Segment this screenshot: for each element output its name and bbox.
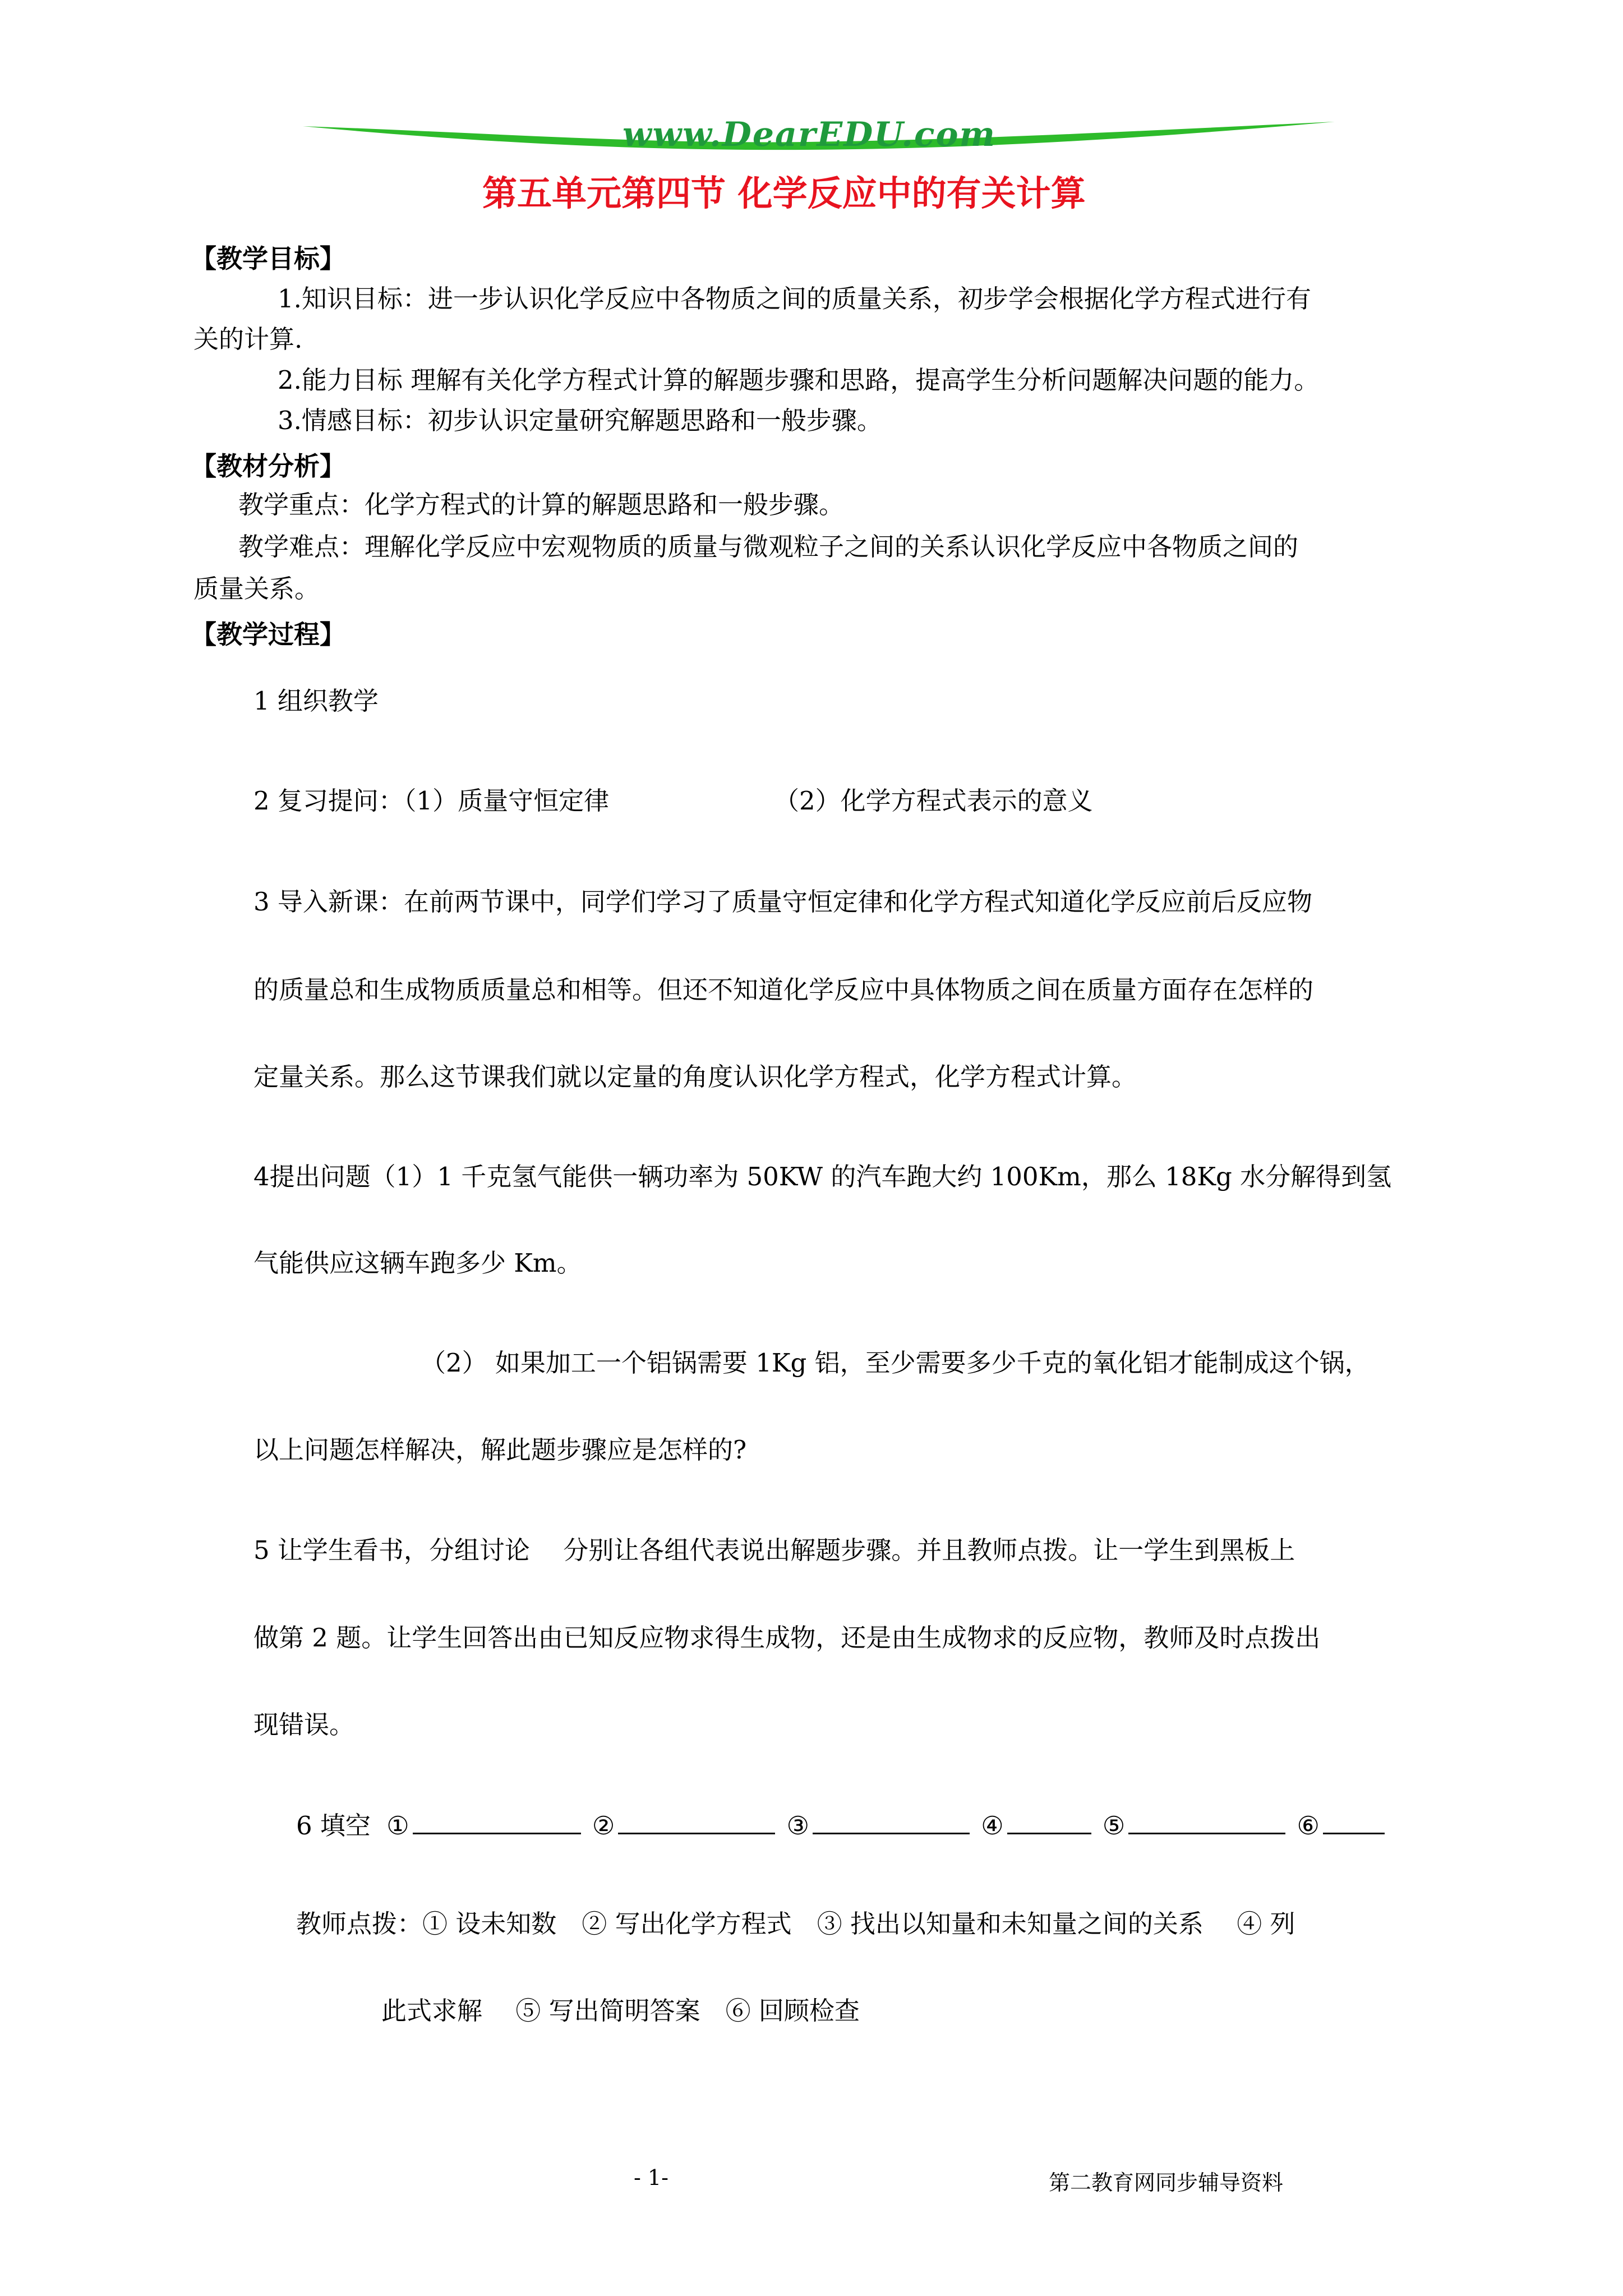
analysis-heading: 【教材分析】 (191, 451, 345, 481)
step-3-line2: 的质量总和生成物质质量总和相等。但还不知道化学反应中具体物质之间在质量方面存在怎样的 (253, 975, 1314, 1005)
teacher-hint-line2: 此式求解 ⑤ 写出简明答案 ⑥ 回顾检查 (381, 1996, 860, 2026)
blank-1 (413, 1808, 581, 1834)
step-4-line2: 气能供应这辆车跑多少 Km。 (253, 1248, 582, 1278)
blank-mark-6: ⑥ (1297, 1811, 1320, 1841)
blank-4 (1007, 1808, 1091, 1834)
page-title: 第五单元第四节 化学反应中的有关计算 (482, 173, 1086, 214)
step-3-line3: 定量关系。那么这节课我们就以定量的角度认识化学方程式，化学方程式计算。 (253, 1062, 1137, 1092)
difficult-point-line1: 教学难点：理解化学反应中宏观物质的质量与微观粒子之间的关系认识化学反应中各物质之间的 (238, 532, 1299, 562)
step-2-a: 2 复习提问：（1）质量守恒定律 (253, 786, 610, 816)
blank-3 (813, 1808, 970, 1834)
objective-1-line1: 1.知识目标：进一步认识化学反应中各物质之间的质量关系，初步学会根据化学方程式进行有 (278, 284, 1311, 314)
process-heading: 【教学过程】 (191, 619, 345, 650)
blank-6 (1323, 1808, 1385, 1834)
objective-3: 3.情感目标：初步认识定量研究解题思路和一般步骤。 (278, 406, 882, 435)
blank-5 (1128, 1808, 1285, 1834)
blank-mark-2: ② (592, 1811, 615, 1841)
step-2-b: （2）化学方程式表示的意义 (774, 786, 1093, 816)
step-4-line1: 4提出问题（1）1 千克氢气能供一辆功率为 50KW 的汽车跑大约 100Km，那么 18Kg 水分解得到氢 (253, 1162, 1392, 1191)
blank-2 (618, 1808, 775, 1834)
step-5-line3: 现错误。 (253, 1710, 355, 1740)
logo-text: www.DearEDU.com (623, 115, 997, 154)
difficult-point-line2: 质量关系。 (193, 574, 320, 604)
step-5-line1: 5 让学生看书，分组讨论 分别让各组代表说出解题步骤。并且教师点拨。让一学生到黑板上 (253, 1535, 1295, 1565)
step-4-line4: 以上问题怎样解决，解此题步骤应是怎样的? (253, 1435, 747, 1465)
step-5-line2: 做第 2 题。让学生回答出由已知反应物求得生成物，还是由生成物求的反应物，教师及时点拨出 (253, 1623, 1321, 1653)
blank-mark-1: ① (386, 1811, 409, 1841)
objectives-heading: 【教学目标】 (191, 243, 345, 274)
footer-source: 第二教育网同步辅导资料 (1049, 2170, 1284, 2195)
step-6-label: 6 填空 (296, 1811, 371, 1841)
key-point: 教学重点：化学方程式的计算的解题思路和一般步骤。 (238, 490, 845, 519)
blank-mark-5: ⑤ (1102, 1811, 1126, 1841)
teacher-hint-line1: 教师点拨：① 设未知数 ② 写出化学方程式 ③ 找出以知量和未知量之间的关系 ④ 列 (296, 1909, 1295, 1939)
page-number: - 1- (634, 2165, 668, 2190)
blank-mark-4: ④ (981, 1811, 1004, 1841)
blank-mark-3: ③ (786, 1811, 809, 1841)
step-1: 1 组织教学 (253, 686, 379, 716)
objective-1-line2: 关的计算. (193, 324, 303, 354)
objective-2: 2.能力目标 理解有关化学方程式计算的解题步骤和思路，提高学生分析问题解决问题的能力。 (278, 365, 1320, 395)
step-6-row (296, 1808, 1388, 1843)
step-4-line3: （2） 如果加工一个铝锅需要 1Kg 铝，至少需要多少千克的氧化铝才能制成这个锅， (421, 1348, 1370, 1378)
step-3-line1: 3 导入新课：在前两节课中，同学们学习了质量守恒定律和化学方程式知道化学反应前后反应物 (253, 887, 1312, 917)
site-logo (303, 109, 1335, 171)
